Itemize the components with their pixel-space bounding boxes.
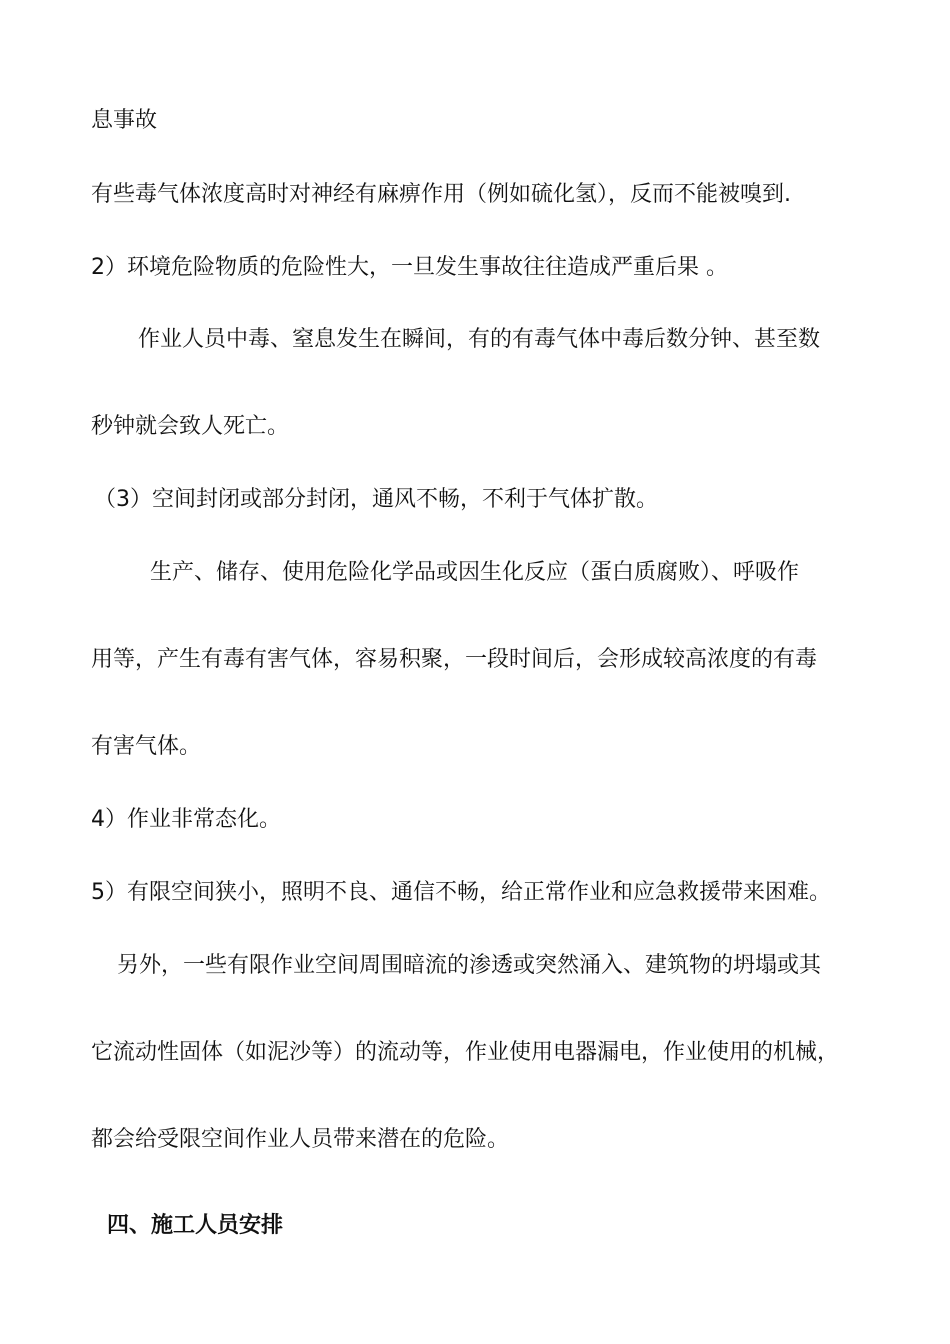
text-line-1: 息事故 (91, 108, 158, 133)
text-line-3: 2）环境危险物质的危险性大，一旦发生事故往往造成严重后果 。 (91, 255, 728, 280)
text-line-12: 另外，一些有限作业空间周围暗流的渗透或突然涌入、建筑物的坍塌或其 (117, 953, 822, 978)
section-heading: 四、施工人员安排 (107, 1213, 284, 1238)
text-line-6: （3）空间封闭或部分封闭，通风不畅，不利于气体扩散。 (94, 487, 658, 512)
text-line-13: 它流动性固体（如泥沙等）的流动等，作业使用电器漏电，作业使用的机械， (91, 1040, 840, 1065)
text-line-5: 秒钟就会致人死亡。 (91, 414, 290, 439)
text-line-9: 有害气体。 (91, 734, 202, 759)
text-line-2: 有些毒气体浓度高时对神经有麻痹作用（例如硫化氢），反而不能被嗅到. (91, 182, 791, 207)
text-line-11: 5）有限空间狭小，照明不良、通信不畅，给正常作业和应急救援带来困难。 (91, 880, 831, 905)
text-line-10: 4）作业非常态化。 (91, 807, 281, 832)
text-line-4: 作业人员中毒、窒息发生在瞬间，有的有毒气体中毒后数分钟、甚至数 (138, 327, 821, 352)
text-line-14: 都会给受限空间作业人员带来潜在的危险。 (91, 1127, 510, 1152)
text-line-8: 用等，产生有毒有害气体，容易积聚，一段时间后，会形成较高浓度的有毒 (91, 647, 818, 672)
text-line-7: 生产、储存、使用危险化学品或因生化反应（蛋白质腐败）、呼吸作 (150, 560, 800, 585)
